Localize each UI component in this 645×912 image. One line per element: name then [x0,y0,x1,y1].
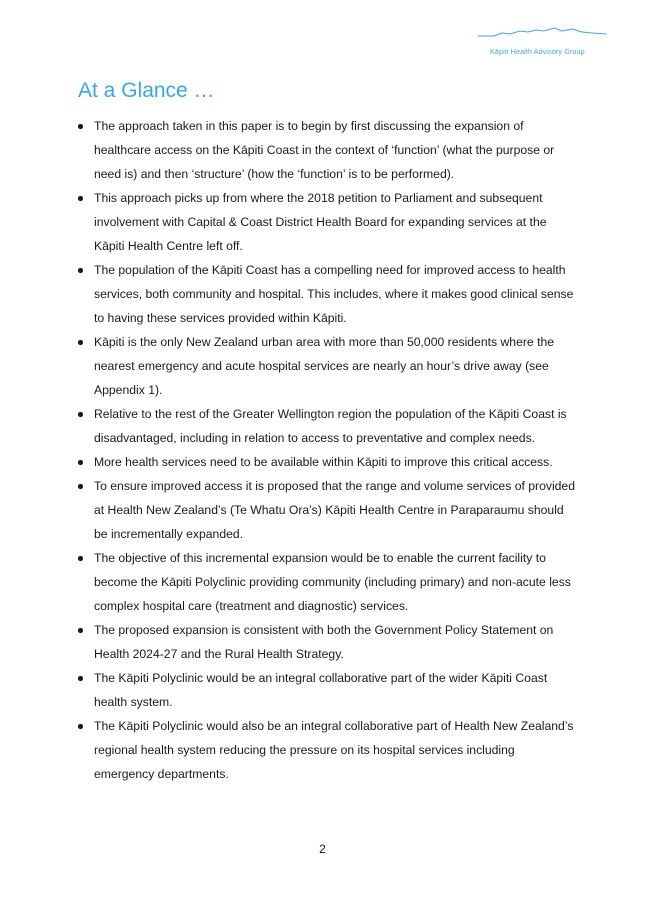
list-item [78,714,578,786]
list-item [78,330,578,402]
logo-text: Kāpiti Health Advisory Group [490,47,585,56]
list-item-text: This approach picks up from where the 2018 petition to Parliament and subsequent involvement with Capital & Coast District Health Board for expanding services at the Kāpiti Health Centre left off. [94,191,547,253]
bullet-icon [78,628,83,633]
bullet-icon [78,412,83,417]
bullet-icon [78,124,83,129]
page-number: 2 [319,842,326,856]
bullet-icon [78,196,83,201]
list-item [78,186,578,258]
page-title: At a Glance … [78,79,215,102]
bullet-list [78,114,578,786]
list-item-text: The population of the Kāpiti Coast has a compelling need for improved access to health services, both community and hospital. This includes, where it makes good clinical sense to having these services provided within Kāpiti. [94,263,574,325]
list-item-text: The approach taken in this paper is to begin by first discussing the expansion of healthcare access on the Kāpiti Coast in the context of ‘function’ (what the purpose or need is) and then ‘structure’ (how the ‘function’ is to be performed). [94,119,555,181]
bullet-icon [78,676,83,681]
list-item-text: The proposed expansion is consistent with both the Government Policy Statement on Health 2024-27 and the Rural Health Strategy. [94,623,554,661]
list-item-text: More health services need to be available within Kāpiti to improve this critical access. [94,455,553,469]
bullet-icon [78,340,83,345]
list-item-text: The Kāpiti Polyclinic would also be an integral collaborative part of Health New Zealand’s regional health system reducing the pressure on its hospital services including emergency departments. [94,719,574,781]
bullet-icon [78,484,83,489]
list-item [78,258,578,330]
list-item-text: Kāpiti is the only New Zealand urban area with more than 50,000 residents where the nearest emergency and acute hospital services are nearly an hour’s drive away (see Appendix 1). [94,335,555,397]
list-item [78,546,578,618]
list-item-text: Relative to the rest of the Greater Wellington region the population of the Kāpiti Coast is disadvantaged, including in relation to access to preventative and complex needs. [94,407,567,445]
bullet-icon [78,724,83,729]
header-logo [476,22,608,62]
list-item [78,114,578,186]
list-item [78,474,578,546]
list-item-text: The objective of this incremental expansion would be to enable the current facility to become the Kāpiti Polyclinic providing community (including primary) and non-acute less complex hospital care (treatment and diagnostic) services. [94,551,571,613]
list-item [78,402,578,450]
bullet-icon [78,268,83,273]
mountain-line-icon [476,22,608,44]
list-item-text: The Kāpiti Polyclinic would be an integral collaborative part of the wider Kāpiti Coast health system. [94,671,548,709]
bullet-icon [78,556,83,561]
list-item [78,450,578,474]
list-item-text: To ensure improved access it is proposed that the range and volume services of provided at Health New Zealand’s (Te Whatu Ora’s) Kāpiti Health Centre in Paraparaumu should be incrementally expanded. [94,479,575,541]
list-item [78,618,578,666]
bullet-icon [78,460,83,465]
list-item [78,666,578,714]
